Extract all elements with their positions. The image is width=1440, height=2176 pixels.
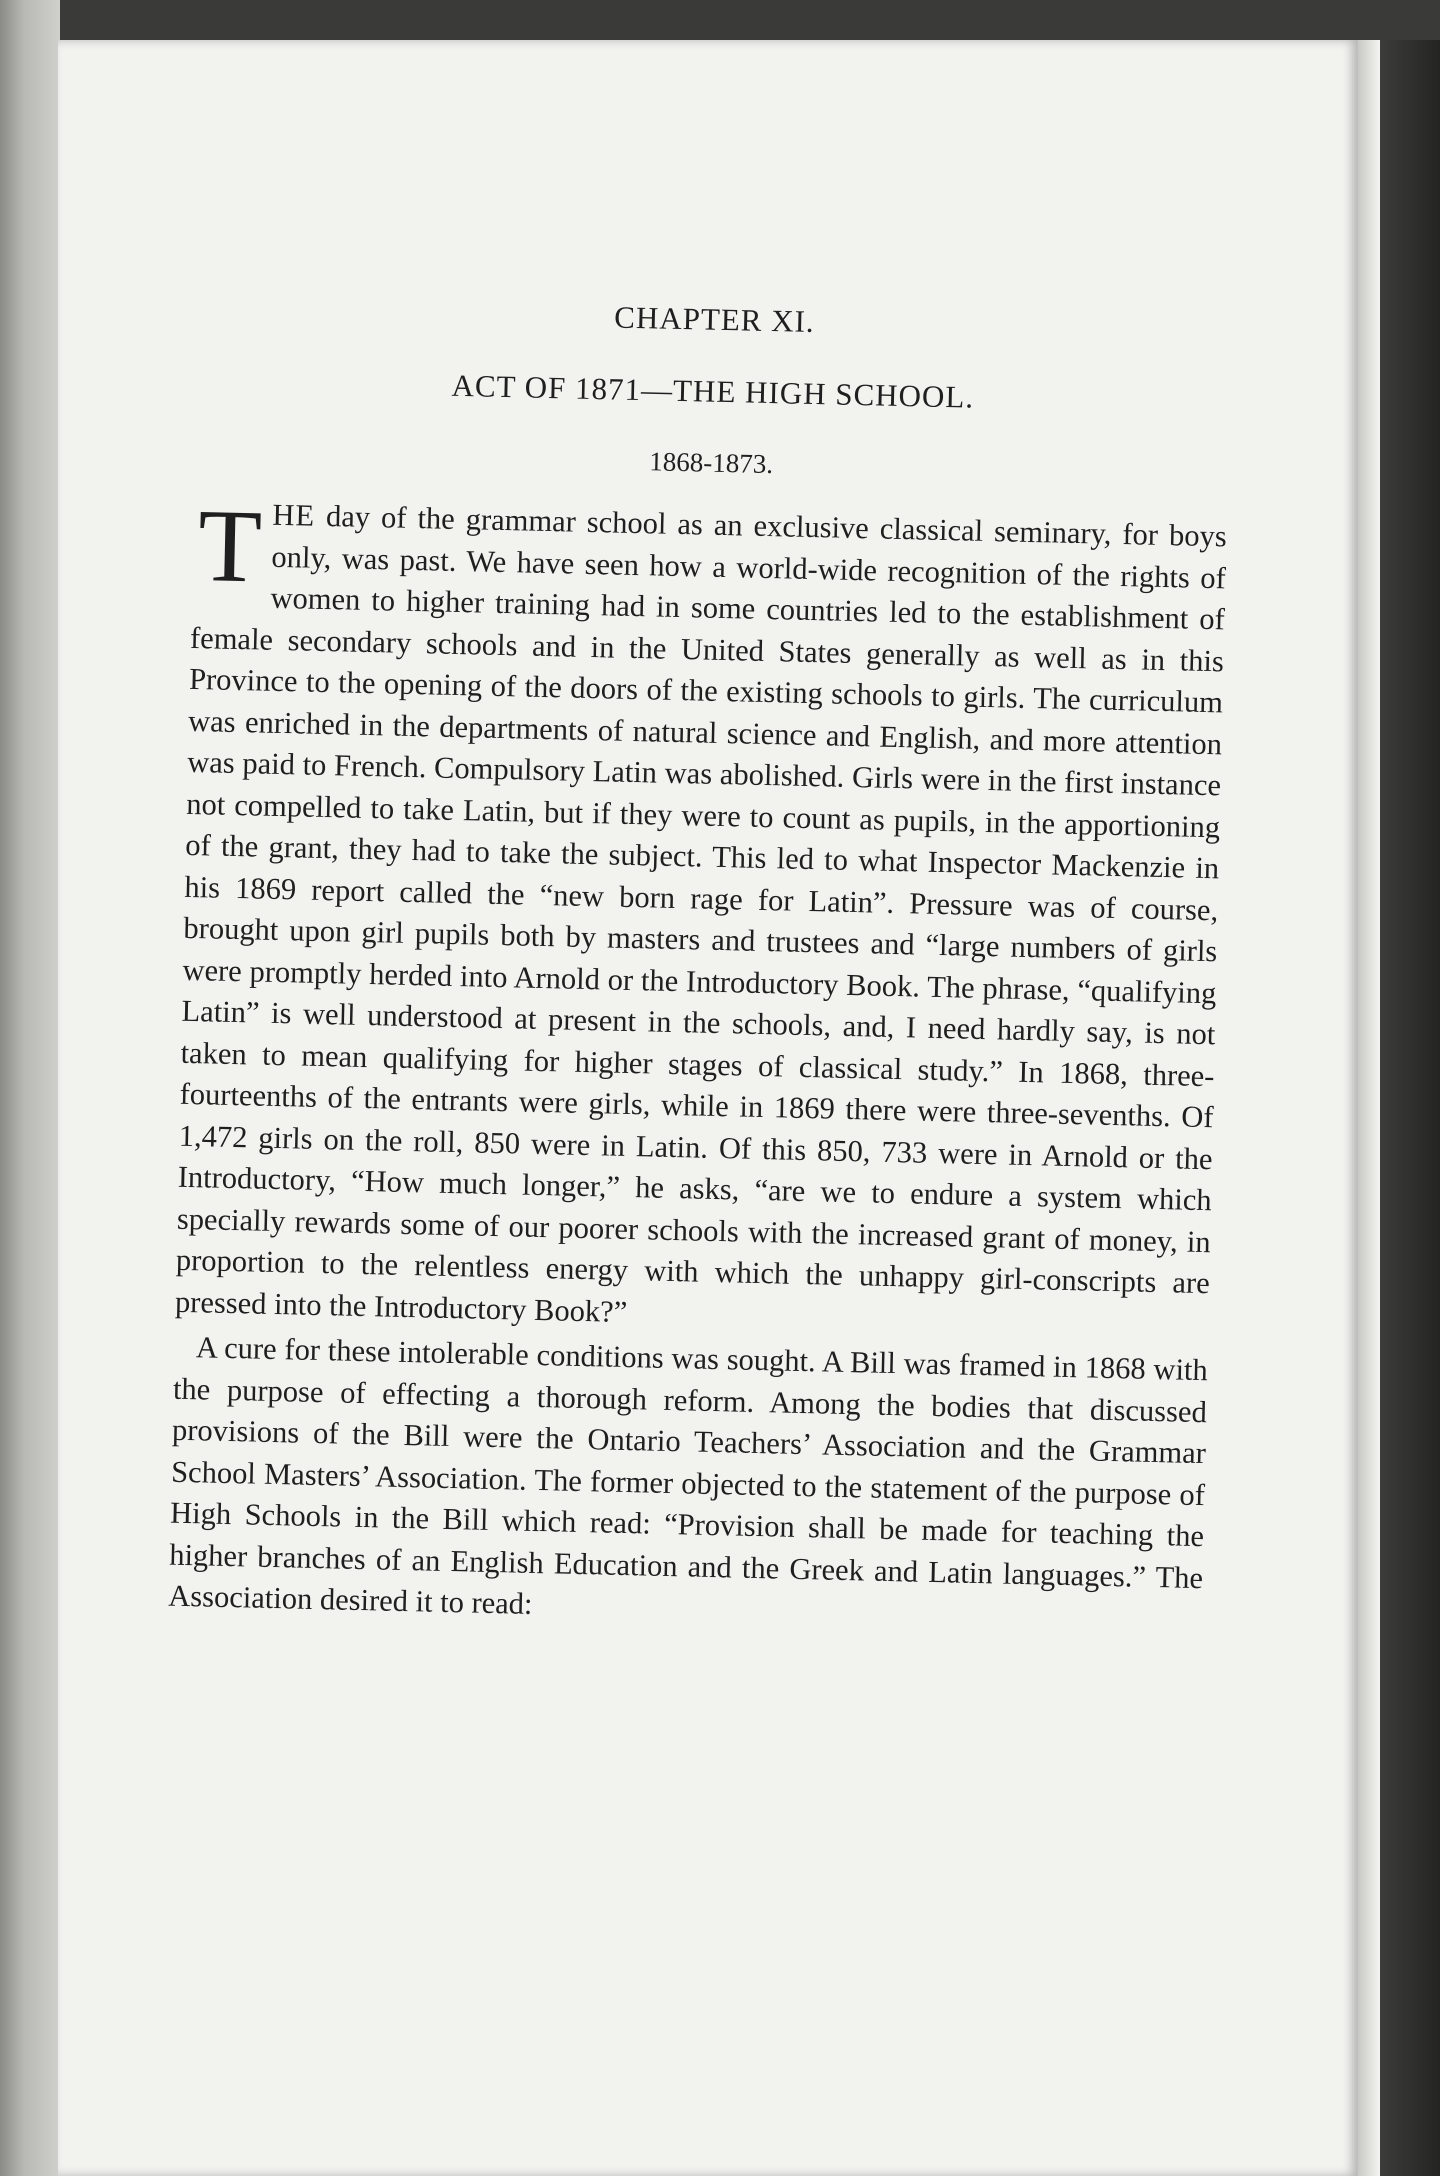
body-paragraph-2: A cure for these intolerable conditions was sought. A Bill was framed in 1868 with the purpose of effecting a thorough reform. Among the bodies that discussed provisions of the Bill were the Ontario Teachers’ Association and the Grammar School Masters’ Association. The former objected to the statement of the purpose of High Schools in the Bill which read: “Provision shall be made for teaching the higher branches of an English Education and the Greek and Latin languages.” The Association desired it to read: [167, 1330, 1209, 1621]
book-left-edge [0, 0, 60, 2176]
page-content [168, 290, 1232, 1641]
body-paragraph-1 [174, 488, 1228, 1346]
chapter-title: ACT OF 1871—THE HIGH SCHOOL. [451, 367, 975, 415]
first-word-rest: HE [272, 497, 316, 533]
drop-cap: T [196, 488, 264, 605]
paragraph-1-text: day of the grammar school as an exclusive classical seminary, for boys only, was past. We have seen how a world-wide recognition of the rights of women to higher training had in some countries led to the establishment of female secondary schools and in the United States generally as well as in this Province to the opening of the doors of the existing schools to girls. The curriculum was enriched in the departments of natural science and English, and more attention was paid to French. Compulsory Latin was abolished. Girls were in the first instance not compelled to take Latin, but if they were to count as pupils, in the apportioning of the grant, they had to take the subject. This led to what Inspector Mackenzie in his 1869 report called the “new born rage for Latin”. Pressure was of course, brought upon girl pupils both by masters and trustees and “large numbers of girls were promptly herded into Arnold or the Introductory Book. The phrase, “qualifying Latin” is well understood at present in the schools, and, I need hardly say, is not taken to mean qualifying for higher stages of classical study.” In 1868, three-fourteenths of the entrants were girls, while in 1869 there were three-sevenths. Of 1,472 girls on the roll, 850 were in Latin. Of this 850, 733 were in Arnold or the Introductory, “How much longer,” he asks, “are we to endure a system which specially rewards some of our poorer schools with the increased grant of money, in proportion to the relentless energy with which the unhappy girl-conscripts are pressed into the Introductory Book?” [174, 498, 1228, 1329]
facing-page-edge [1380, 40, 1440, 2176]
chapter-number: CHAPTER XI. [613, 299, 816, 339]
page-gutter [1358, 40, 1380, 2176]
chapter-dates: 1868-1873. [649, 446, 774, 480]
